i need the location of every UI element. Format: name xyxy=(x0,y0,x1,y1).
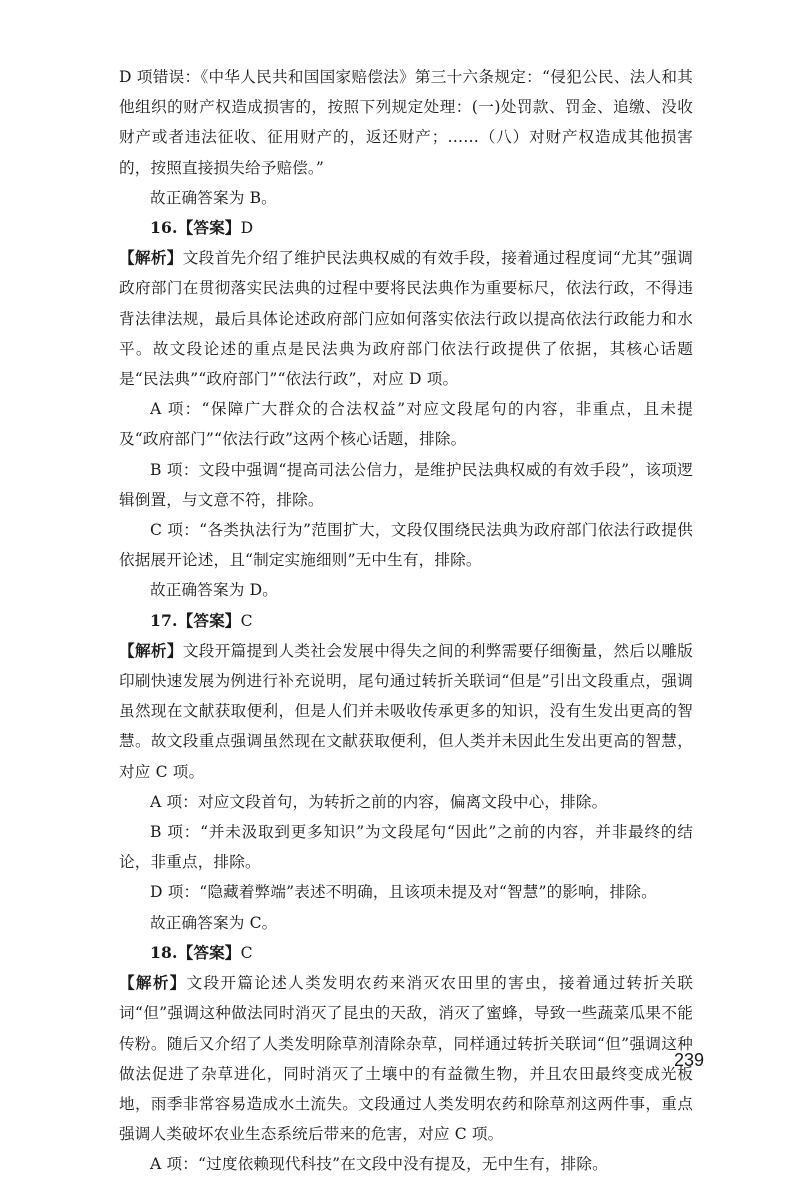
paragraph-text: 文段开篇提到人类社会发展中得失之间的利弊需要仔细衡量，然后以雕版印刷快速发展为例进行补充说明，尾句通过转折关联词“但是”引出文段重点，强调虽然现在文献获取便利，但是人们并未吸收传承更多的知识，没有生发出更高的智慧。故文段重点强调虽然现在文献获取便利，但人类并未因此生发出更高的智慧，对应 C 项。 xyxy=(119,641,693,781)
paragraph xyxy=(119,243,693,394)
paragraph-text: A 项：“过度依赖现代科技”在文段中没有提及，无中生有，排除。 xyxy=(150,1155,608,1174)
paragraph xyxy=(119,455,693,515)
paragraph xyxy=(119,515,693,575)
paragraph-text: C xyxy=(240,611,253,630)
paragraph-text: D 项错误：《中华人民共和国国家赔偿法》第三十六条规定：“侵犯公民、法人和其他组织的财产权造成损害的，按照下列规定处理：(一)处罚款、罚金、追缴、没收财产或者违法征收、征用财产的，返还财产；……（八）对财产权造成其他损害的，按照直接损失给予赔偿。” xyxy=(119,68,693,177)
paragraph-label: 【解析】 xyxy=(119,248,183,268)
paragraph-label: 16.【答案】 xyxy=(150,218,241,238)
paragraph-text: D xyxy=(240,219,254,238)
page-number: 239 xyxy=(673,1050,704,1070)
paragraph-label: 【解析】 xyxy=(119,640,183,660)
paragraph xyxy=(119,62,693,183)
paragraph-text: 故正确答案为 C。 xyxy=(150,913,278,932)
paragraph-label: 【解析】 xyxy=(119,973,187,993)
paragraph-label: 17.【答案】 xyxy=(150,610,241,630)
paragraph-text: A 项：对应文段首句，为转折之前的内容，偏离文段中心，排除。 xyxy=(150,792,608,811)
paragraph xyxy=(119,817,693,877)
paragraph xyxy=(119,877,693,907)
paragraph xyxy=(119,908,693,938)
paragraph xyxy=(119,213,693,243)
paragraph-label: 18.【答案】 xyxy=(150,942,241,962)
paragraph-text: 故正确答案为 B。 xyxy=(150,188,277,207)
paragraph-text: D 项：“隐藏着弊端”表述不明确，且该项未提及对“智慧”的影响，排除。 xyxy=(150,883,657,902)
paragraph-text: C 项：“各类执法行为”范围扩大，文段仅围绕民法典为政府部门依法行政提供依据展开论述，且“制定实施细则”无中生有，排除。 xyxy=(119,521,693,570)
paragraph-text: 文段首先介绍了维护民法典权威的有效手段，接着通过程度词“尤其”强调政府部门在贯彻落实民法典的过程中要将民法典作为重要标尺，依法行政，不得违背法律法规，最后具体论述政府部门应如何落实依法行政以提高依法行政能力和水平。故文段论述的重点是民法典为政府部门依法行政提供了依据，其核心话题是“民法典”“政府部门”“依法行政”，对应 D 项。 xyxy=(119,249,693,389)
paragraph xyxy=(119,636,693,787)
paragraph xyxy=(119,183,693,213)
paragraph xyxy=(119,968,693,1149)
paragraph-text: B 项：文段中强调“提高司法公信力，是维护民法典权威的有效手段”，该项逻辑倒置，与文意不符，排除。 xyxy=(119,460,693,509)
paragraph-text: B 项：“并未汲取到更多知识”为文段尾句“因此”之前的内容，并非最终的结论，非重点，排除。 xyxy=(119,823,693,872)
paragraph-text: 故正确答案为 D。 xyxy=(150,581,278,600)
paragraph xyxy=(119,1149,693,1179)
paragraph xyxy=(119,606,693,636)
paragraph xyxy=(119,787,693,817)
paragraph xyxy=(119,575,693,605)
paragraph-text: A 项：“保障广大群众的合法权益”对应文段尾句的内容，非重点，且未提及“政府部门”“依法行政”这两个核心话题，排除。 xyxy=(119,400,693,449)
paragraph xyxy=(119,938,693,968)
paragraph xyxy=(119,394,693,454)
paragraph-text: C xyxy=(240,943,253,962)
paragraph-text: 文段开篇论述人类发明农药来消灭农田里的害虫，接着通过转折关联词“但”强调这种做法同时消灭了昆虫的天敌，消灭了蜜蜂，导致一些蔬菜瓜果不能传粉。随后又介绍了人类发明除草剂清除杂草，同样通过转折关联词“但”强调这种做法促进了杂草进化，同时消灭了土壤中的有益微生物，并且农田最终变成光板地，雨季非常容易造成水土流失。文段通过人类发明农药和除草剂这两件事，重点强调人类破坏农业生态系统后带来的危害，对应 C 项。 xyxy=(119,974,693,1144)
answer-explanations xyxy=(119,62,693,1180)
